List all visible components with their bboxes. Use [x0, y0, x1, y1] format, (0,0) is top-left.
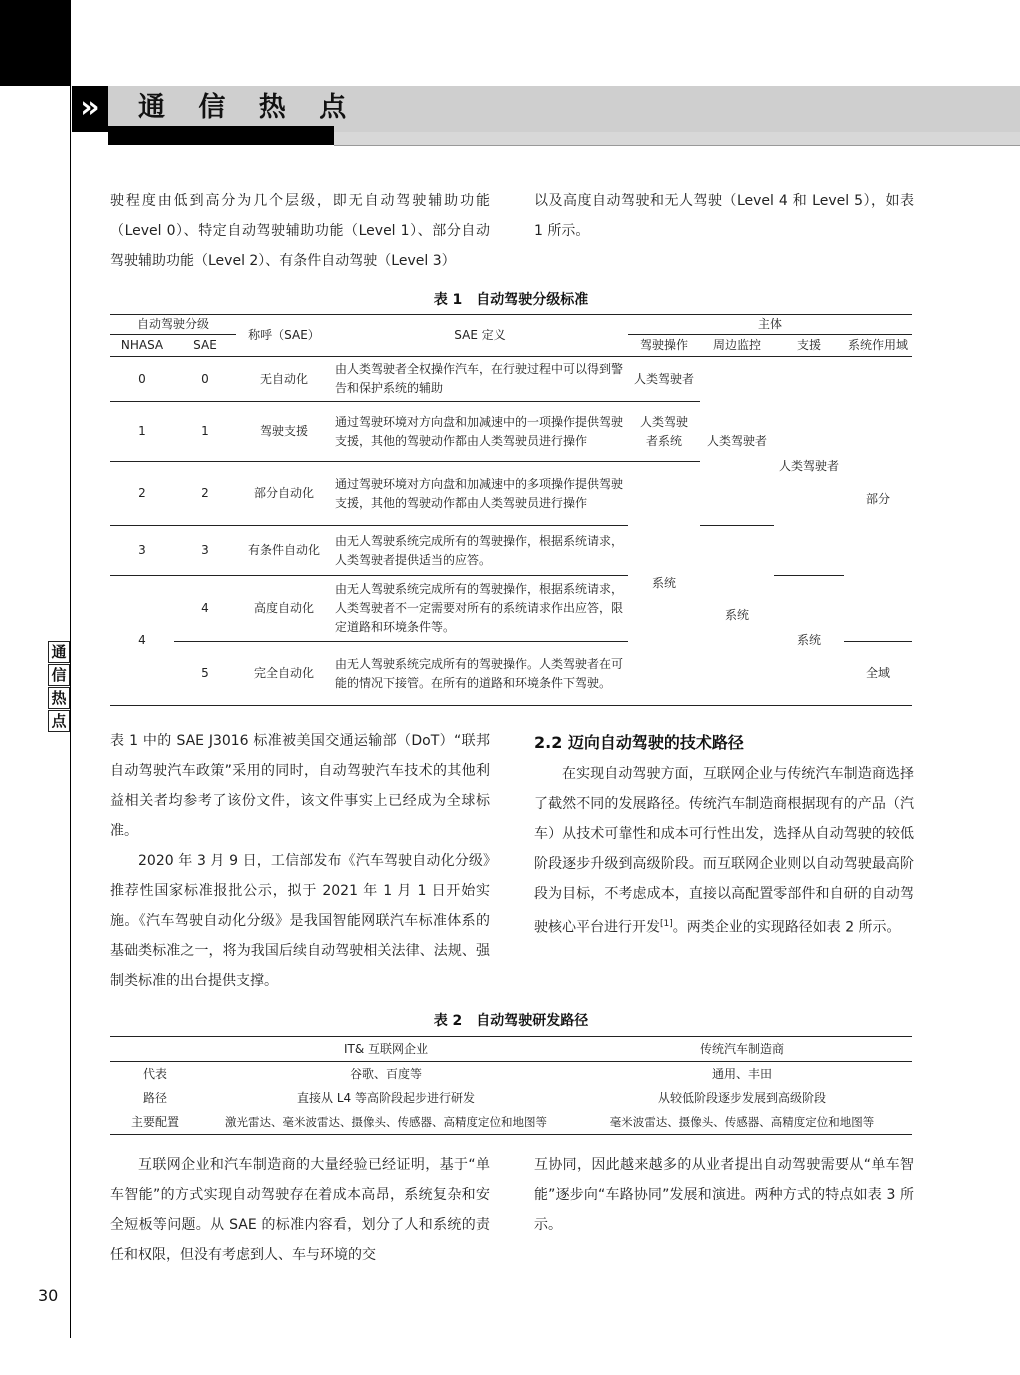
body-right-text: 在实现自动驾驶方面，互联网企业与传统汽车制造商选择了截然不同的发展路径。传统汽车制造商根据现有的产品（汽车）从技术可靠性和成本可行性出发，选择从自动驾驶的较低阶段逐步升级到高级阶段。而互联网企业则以自动驾驶最高阶段为目标，不考虑成本，直接以高配置零部件和自研的自动驾驶核心平台进行开发	[534, 766, 914, 936]
t2-row1-label: 路径	[142, 1091, 167, 1105]
row5-sae: 5	[174, 642, 236, 706]
side-label-char-4: 点	[48, 710, 70, 732]
side-label-char-3: 热	[48, 687, 70, 709]
body-right-paragraph	[534, 759, 914, 943]
section-title: 通 信 热 点	[138, 92, 359, 123]
mon-sys: 系统	[700, 526, 774, 706]
th-sae: SAE	[193, 338, 217, 352]
row5-name: 完全自动化	[236, 642, 332, 706]
t2-row2-trad: 毫米波雷达、摄像头、传感器、高精度定位和地图等	[609, 1115, 875, 1129]
row2-name: 部分自动化	[236, 462, 332, 526]
row4-name: 高度自动化	[236, 576, 332, 642]
body-left-paragraph-1: 表 1 中的 SAE J3016 标准被美国交通运输部（DoT）“联邦自动驾驶汽车政策”采用的同时，自动驾驶汽车技术的其他利益相关者均参考了该份文件，该文件事实上已经成为全球标准。	[110, 733, 490, 839]
bottom-left-paragraph: 互联网企业和汽车制造商的大量经验已经证明，基于“单车智能”的方式实现自动驾驶存在着成本高昂，系统复杂和安全短板等问题。从 SAE 的标准内容看，划分了人和系统的责任和权限，但没有考虑到人、车与环境的交	[110, 1157, 490, 1263]
t2-row1-it: 直接从 L4 等高阶段起步进行研发	[297, 1091, 475, 1105]
intro-left-paragraph: 驶程度由低到高分为几个层级，即无自动驾驶辅助功能（Level 0）、特定自动驾驶辅助功能（Level 1）、部分自动驾驶辅助功能（Level 2）、有条件自动驾驶（Level 3）	[110, 193, 490, 269]
th-dom: 系统作用域	[847, 338, 908, 352]
op-both: 人类驾驶者系统	[639, 414, 688, 448]
th-mon: 周边监控	[712, 338, 761, 352]
table2-caption: 表 2 自动驾驶研发路径	[433, 1013, 589, 1029]
mon-human: 人类驾驶者	[700, 357, 774, 526]
sup-human: 人类驾驶者	[774, 357, 844, 576]
header-underline-dark	[108, 126, 334, 145]
op-sys: 系统	[628, 462, 700, 706]
row3-def: 由无人驾驶系统完成所有的驾驶操作，根据系统请求，人类驾驶者提供适当的应答。	[332, 526, 628, 576]
row2-def: 通过驾驶环境对方向盘和加减速中的多项操作提供驾驶支援，其他的驾驶动作都由人类驾驶员进行操作	[332, 462, 628, 526]
row3-nhasa: 3	[110, 526, 174, 576]
row0-sae: 0	[174, 357, 236, 402]
citation-ref: [1]	[660, 919, 673, 929]
row0-nhasa: 0	[110, 357, 174, 402]
dom-part: 部分	[844, 357, 912, 642]
row4-sae: 4	[174, 576, 236, 642]
row4-nhasa: 4	[110, 576, 174, 706]
op-human: 人类驾驶者	[628, 357, 700, 402]
bottom-right-paragraph: 互协同，因此越来越多的从业者提出自动驾驶需要从“单车智能”逐步向“车路协同”发展和演进。两种方式的特点如表 3 所示。	[534, 1157, 914, 1233]
page-number: 30	[38, 1286, 59, 1305]
body-left-paragraph-2: 2020 年 3 月 9 日，工信部发布《汽车驾驶自动化分级》推荐性国家标准报批公示，拟于 2021 年 1 月 1 日开始实施。《汽车驾驶自动化分级》是我国智能网联汽车标准体系的基础类标准之一，将为我国后续自动驾驶相关法律、法规、强制类标准的出台提供支撑。	[110, 853, 490, 989]
t2-row2-label: 主要配置	[130, 1115, 179, 1129]
t2-header-it: IT& 互联网企业	[343, 1042, 429, 1056]
header-rule	[334, 145, 1020, 146]
sup-sys: 系统	[774, 576, 844, 706]
double-chevron-icon: »	[72, 86, 108, 132]
table1-caption: 表 1 自动驾驶分级标准	[433, 292, 589, 308]
row2-nhasa: 2	[110, 462, 174, 526]
row2-sae: 2	[174, 462, 236, 526]
corner-block	[0, 0, 70, 86]
row0-name: 无自动化	[236, 357, 332, 402]
th-sup: 支援	[796, 338, 821, 352]
margin-line	[70, 0, 71, 1338]
side-label-char-2: 信	[48, 664, 70, 686]
row1-nhasa: 1	[110, 402, 174, 462]
row4-def: 由无人驾驶系统完成所有的驾驶操作，根据系统请求，人类驾驶者不一定需要对所有的系统请求作出应答，限定道路和环境条件等。	[332, 576, 628, 642]
t2-row0-trad: 通用、丰田	[711, 1067, 772, 1081]
intro-right-paragraph: 以及高度自动驾驶和无人驾驶（Level 4 和 Level 5），如表 1 所示。	[534, 193, 914, 239]
t2-row0-it: 谷歌、百度等	[349, 1067, 422, 1081]
table2	[110, 1036, 912, 1135]
row1-name: 驾驶支援	[236, 402, 332, 462]
section-2-2-heading: 2.2 迈向自动驾驶的技术路径	[534, 733, 744, 752]
row3-name: 有条件自动化	[236, 526, 332, 576]
row1-sae: 1	[174, 402, 236, 462]
row3-sae: 3	[174, 526, 236, 576]
t2-row1-trad: 从较低阶段逐步发展到高级阶段	[657, 1091, 826, 1105]
row5-def: 由无人驾驶系统完成所有的驾驶操作。人类驾驶者在可能的情况下接管。在所有的道路和环境条件下驾驶。	[332, 642, 628, 706]
th-name: 称呼（SAE）	[236, 315, 332, 357]
body-right-tail: 。两类企业的实现路径如表 2 所示。	[672, 919, 901, 936]
table1	[110, 314, 912, 706]
th-op: 驾驶操作	[639, 338, 688, 352]
th-subject: 主体	[628, 315, 912, 335]
t2-header-blank	[110, 1037, 200, 1062]
t2-row0-label: 代表	[142, 1067, 167, 1081]
row0-def: 由人类驾驶者全权操作汽车，在行驶过程中可以得到警告和保护系统的辅助	[332, 357, 628, 402]
th-level: 自动驾驶分级	[110, 315, 236, 335]
t2-header-trad: 传统汽车制造商	[699, 1042, 784, 1056]
header-underline-gray	[334, 132, 1020, 145]
th-nhasa: NHASA	[120, 338, 164, 352]
th-def: SAE 定义	[332, 315, 628, 357]
body-left-column	[110, 726, 490, 996]
t2-row2-it: 激光雷达、毫米波雷达、摄像头、传感器、高精度定位和地图等	[225, 1115, 547, 1129]
side-label-char-1: 通	[48, 641, 70, 663]
dom-all: 全域	[844, 642, 912, 706]
row1-def: 通过驾驶环境对方向盘和加减速中的一项操作提供驾驶支援，其他的驾驶动作都由人类驾驶员进行操作	[332, 402, 628, 462]
